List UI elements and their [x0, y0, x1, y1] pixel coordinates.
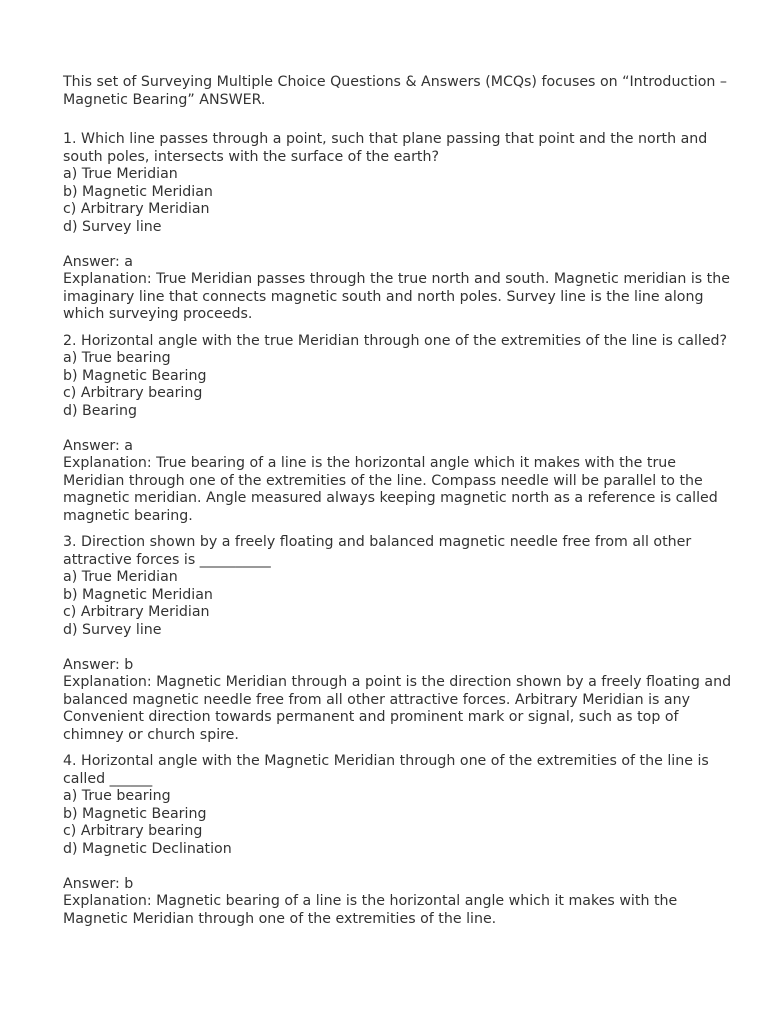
intro-paragraph: This set of Surveying Multiple Choice Questions & Answers (MCQs) focuses on “Introduction – Magnetic Bearing” ANSWER. — [63, 74, 732, 108]
option-a: a) True Meridian — [63, 569, 178, 585]
answer-text: Answer: b — [63, 656, 134, 673]
question-text: 2. Horizontal angle with the true Meridian through one of the extremities of the line is called? — [63, 332, 728, 349]
option-d: d) Survey line — [63, 621, 162, 638]
option-b: b) Magnetic Bearing — [63, 367, 207, 384]
option-c: c) Arbitrary Meridian — [63, 604, 210, 620]
option-b: b) Magnetic Meridian — [63, 586, 213, 603]
answer-block — [63, 876, 735, 929]
answer-text: Answer: b — [63, 875, 134, 892]
explanation-text: Explanation: True bearing of a line is the horizontal angle which it makes with the true Meridian through one of the extremities of the line. Compass needle will be parallel to the magnetic meridian. Angle measured always keeping magnetic north as a reference is called magnetic bearing. — [63, 455, 723, 524]
option-a: a) True bearing — [63, 350, 171, 366]
answer-block — [63, 254, 735, 324]
option-d: d) Survey line — [63, 218, 162, 235]
question-block-2 — [63, 333, 735, 526]
answer-text: Answer: a — [63, 437, 133, 454]
explanation-text: Explanation: Magnetic Meridian through a point is the direction shown by a freely floating and balanced magnetic needle free from all other attractive forces. Arbitrary Meridian is any Convenient direction towards permanent and prominent mark or signal, such as top of chimney or church spire. — [63, 674, 736, 743]
answer-text: Answer: a — [63, 253, 133, 270]
option-d: d) Bearing — [63, 402, 137, 419]
answer-block — [63, 657, 735, 745]
option-c: c) Arbitrary bearing — [63, 823, 203, 839]
question-block-3 — [63, 534, 735, 744]
option-d: d) Magnetic Declination — [63, 840, 232, 857]
question-block-4 — [63, 753, 735, 928]
question-text: 4. Horizontal angle with the Magnetic Meridian through one of the extremities of the line is called ______ — [63, 753, 714, 787]
explanation-text: Explanation: Magnetic bearing of a line is the horizontal angle which it makes with the Magnetic Meridian through one of the extremities of the line. — [63, 893, 682, 927]
option-a: a) True Meridian — [63, 166, 178, 182]
option-b: b) Magnetic Meridian — [63, 183, 213, 200]
option-a: a) True bearing — [63, 788, 171, 804]
answer-block — [63, 438, 735, 526]
question-text: 1. Which line passes through a point, such that plane passing that point and the north and south poles, intersects with the surface of the earth? — [63, 131, 712, 165]
document-page — [63, 74, 735, 937]
option-c: c) Arbitrary bearing — [63, 385, 203, 401]
question-block-1 — [63, 131, 735, 324]
option-b: b) Magnetic Bearing — [63, 805, 207, 822]
option-c: c) Arbitrary Meridian — [63, 201, 210, 217]
question-text: 3. Direction shown by a freely floating and balanced magnetic needle free from all other attractive forces is __________ — [63, 534, 696, 568]
explanation-text: Explanation: True Meridian passes through the true north and south. Magnetic meridian is the imaginary line that connects magnetic south and north poles. Survey line is the line along which surveying proceeds. — [63, 271, 735, 322]
